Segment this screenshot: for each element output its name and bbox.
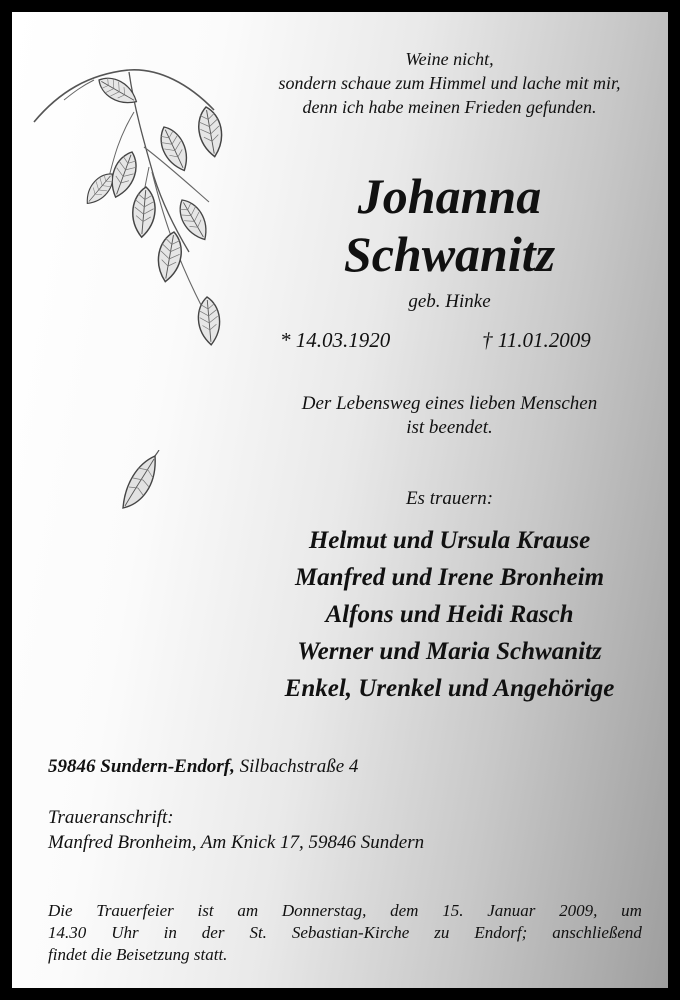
family-name: Alfons und Heidi Rasch [325, 601, 574, 628]
ceremony-word: Sebastian-Kirche [291, 923, 410, 942]
ceremony-word: Uhr [111, 923, 139, 942]
poem [227, 47, 672, 119]
mourning-address-label: Traueranschrift: [48, 807, 174, 828]
mourners-heading: Es trauern: [405, 488, 494, 509]
poem-line: denn ich habe meinen Frieden gefunden. [302, 97, 597, 117]
ceremony-line: findet die Beisetzung statt. [48, 945, 228, 964]
ceremony-word: Januar [487, 901, 536, 920]
ceremony-word: Endorf; [474, 923, 528, 942]
ceremony-word: 14.30 [48, 923, 87, 942]
life-text-line: Der Lebensweg eines lieben Menschen [301, 393, 598, 414]
ceremony-line [48, 900, 642, 922]
birch-branch-icon [24, 52, 234, 362]
maiden-name: geb. Hinke [408, 291, 491, 312]
first-name: Johanna [357, 168, 542, 224]
ceremony-word: Die [48, 901, 73, 920]
ceremony-notice [48, 900, 642, 966]
life-text-line: ist beendet. [406, 417, 493, 438]
address-city: 59846 Sundern-Endorf, [48, 756, 235, 777]
ceremony-word: 2009, [559, 901, 598, 920]
family-name: Helmut und Ursula Krause [308, 527, 591, 554]
ceremony-line [48, 922, 642, 944]
ceremony-word: in [163, 923, 177, 942]
ceremony-word: ist [197, 901, 214, 920]
ceremony-word: St. [249, 923, 267, 942]
poem-line: sondern schaue zum Himmel und lache mit mir, [278, 73, 621, 93]
ceremony-word: um [621, 901, 642, 920]
family-name: Manfred und Irene Bronheim [294, 564, 605, 591]
ceremony-word: der [201, 923, 225, 942]
death-date: † 11.01.2009 [482, 328, 591, 352]
falling-leaf-icon [117, 450, 177, 520]
ceremony-word: Donnerstag, [281, 901, 367, 920]
home-address [48, 756, 358, 778]
ceremony-word: 15. [442, 901, 464, 920]
family-name: Werner und Maria Schwanitz [297, 638, 602, 665]
family-name: Enkel, Urenkel und Angehörige [284, 675, 615, 702]
ceremony-word: zu [434, 923, 450, 942]
ceremony-word: Trauerfeier [96, 901, 174, 920]
last-name: Schwanitz [343, 226, 556, 282]
ceremony-word: anschließend [552, 923, 642, 942]
address-street: Silbachstraße 4 [239, 756, 359, 777]
mourner-families [227, 522, 672, 707]
life-text [227, 392, 672, 440]
ceremony-word: am [237, 901, 259, 920]
poem-line: Weine nicht, [405, 49, 494, 69]
mourning-address-value: Manfred Bronheim, Am Knick 17, 59846 Sundern [48, 832, 425, 853]
ceremony-word: dem [390, 901, 419, 920]
birth-date: * 14.03.1920 [280, 328, 391, 352]
